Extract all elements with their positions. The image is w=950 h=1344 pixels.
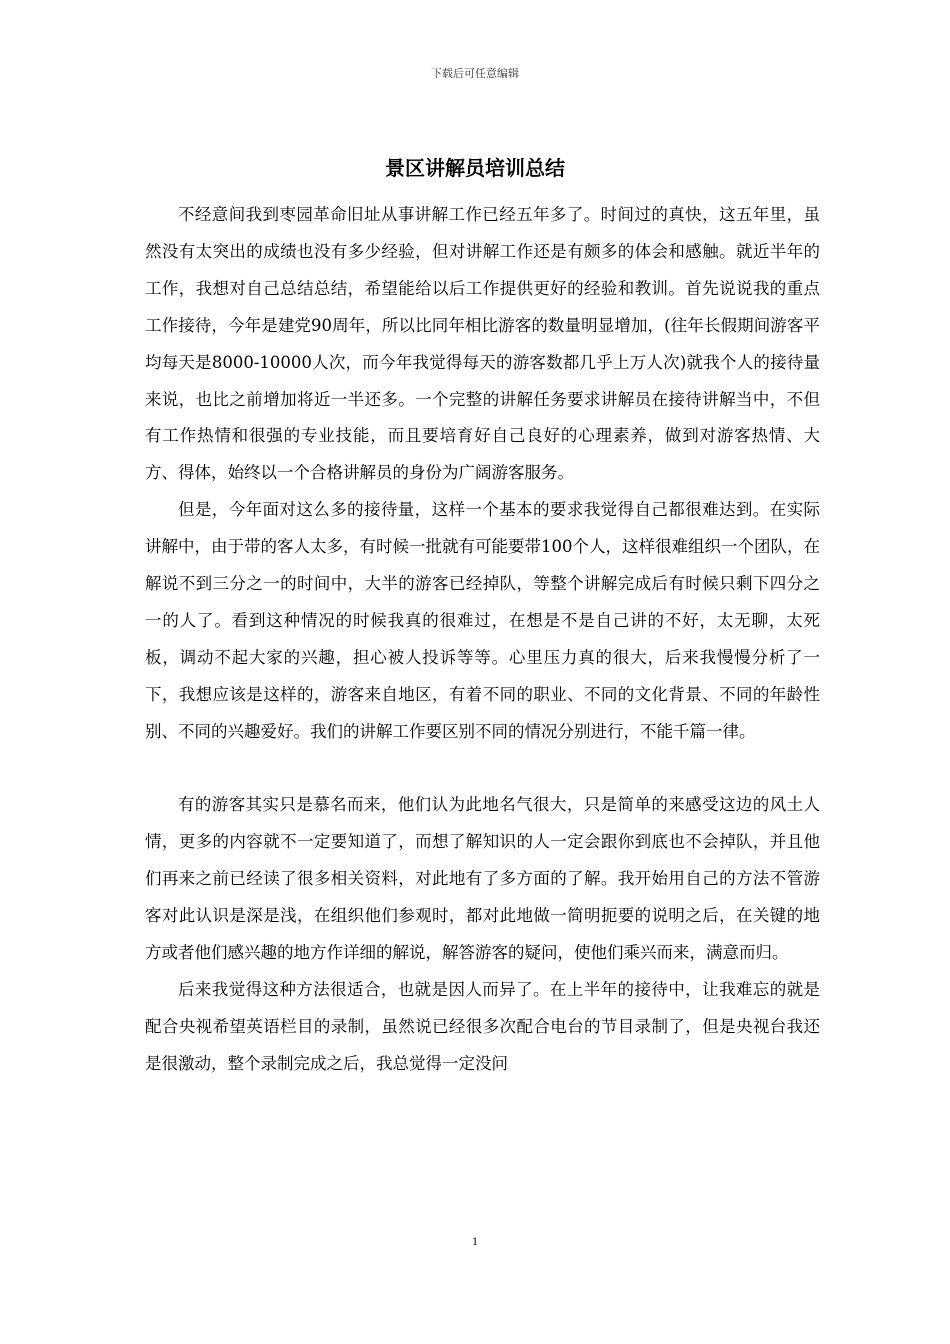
document-body: [145, 197, 820, 1083]
paragraph-4: 后来我觉得这种方法很适合，也就是因人而异了。在上半年的接待中，让我难忘的就是配合央视希望英语栏目的录制，虽然说已经很多次配合电台的节目录制了，但是央视台我还是很激动，整个录制完成之后，我总觉得一定没问: [145, 980, 820, 1073]
paragraph-2: 但是，今年面对这么多的接待量，这样一个基本的要求我觉得自己都很难达到。在实际讲解中，由于带的客人太多，有时候一批就有可能要带100个人，这样很难组织一个团队，在解说不到三分之一的时间中，大半的游客已经掉队，等整个讲解完成后有时候只剩下四分之一的人了。看到这种情况的时候我真的很难过，在想是不是自己讲的不好，太无聊，太死板，调动不起大家的兴趣，担心被人投诉等等。心里压力真的很大，后来我慢慢分析了一下，我想应该是这样的，游客来自地区，有着不同的职业、不同的文化背景、不同的年龄性别、不同的兴趣爱好。我们的讲解工作要区别不同的情况分别进行，不能千篇一律。: [145, 500, 820, 741]
paragraph-3: 有的游客其实只是慕名而来，他们认为此地名气很大，只是简单的来感受这边的风土人情，更多的内容就不一定要知道了，而想了解知识的人一定会跟你到底也不会掉队，并且他们再来之前已经读了很多相关资料，对此地有了多方面的了解。我开始用自己的方法不管游客对此认识是深是浅，在组织他们参观时，都对此地做一简明扼要的说明之后，在关键的地方或者他们感兴趣的地方作详细的解说，解答游客的疑问，使他们乘兴而来，满意而归。: [145, 795, 820, 963]
document-title: 景区讲解员培训总结: [385, 156, 565, 180]
paragraph-1: 不经意间我到枣园革命旧址从事讲解工作已经五年多了。时间过的真快，这五年里，虽然没有太突出的成绩也没有多少经验，但对讲解工作还是有颇多的体会和感触。就近半年的工作，我想对自己总结总结，希望能给以后工作提供更好的经验和教训。首先说说我的重点工作接待，今年是建党90周年，所以比同年相比游客的数量明显增加，(往年长假期间游客平均每天是8000-10000人次，而今年我觉得每天的游客数都几乎上万人次)就我个人的接待量来说，也比之前增加将近一半还多。一个完整的讲解任务要求讲解员在接待讲解当中，不但有工作热情和很强的专业技能，而且要培育好自己良好的心理素养，做到对游客热情、大方、得体，始终以一个合格讲解员的身份为广阔游客服务。: [145, 205, 820, 483]
header-note: 下载后可任意编辑: [431, 67, 519, 80]
page-number: 1: [472, 1234, 478, 1248]
paragraph-spacer: [145, 751, 820, 788]
